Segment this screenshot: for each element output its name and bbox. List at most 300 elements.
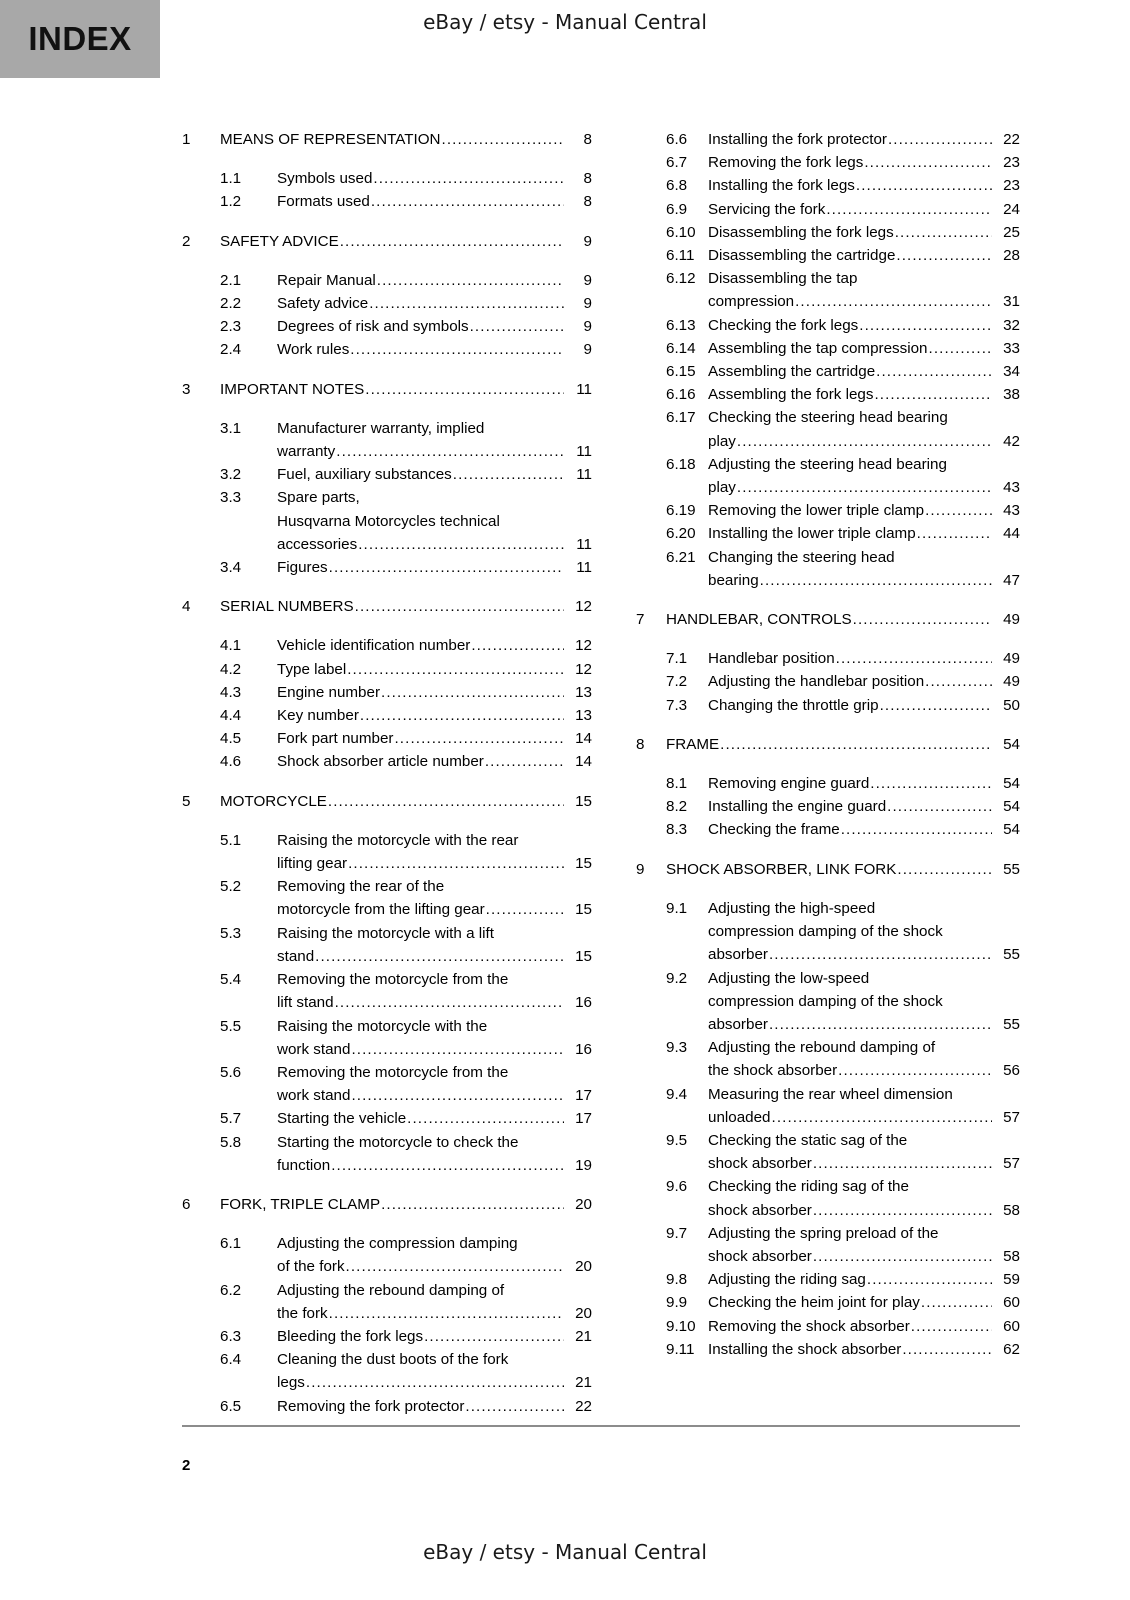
- toc-subsection-entry[interactable]: [636, 151, 1020, 174]
- toc-leader-dots: [340, 230, 564, 253]
- toc-leader-dots: [874, 383, 992, 406]
- toc-entry-title-text: Raising the motorcycle with the rear: [277, 831, 519, 849]
- toc-entry-title-line: [708, 151, 1020, 174]
- toc-entry-title-line: [666, 608, 1020, 631]
- toc-entry-page-number: 55: [1003, 860, 1020, 878]
- toc-entry-page-number: 14: [575, 730, 592, 748]
- toc-entry-title-line: [277, 634, 592, 657]
- toc-entry-title-text: SERIAL NUMBERS: [220, 598, 354, 616]
- toc-entry-title-text: Engine number: [277, 683, 381, 701]
- toc-subsection-entry[interactable]: [182, 315, 592, 338]
- toc-entry-title-text: Raising the motorcycle with a lift: [277, 924, 494, 942]
- toc-entry-page-number: 15: [575, 901, 592, 919]
- toc-subsection-entry[interactable]: [636, 772, 1020, 795]
- toc-entry-title-block: [277, 968, 592, 1014]
- toc-entry-page-number: 9: [583, 295, 592, 313]
- toc-entry-title-block: [708, 198, 1020, 221]
- toc-entry-title-block: [277, 1061, 592, 1107]
- toc-entry-title-line: [708, 198, 1020, 221]
- toc-entry-page-number: 54: [1003, 775, 1020, 793]
- toc-entry-number: 5.7: [220, 1110, 242, 1128]
- toc-entry-title-line: [708, 430, 1020, 453]
- toc-leader-dots: [769, 1013, 992, 1036]
- toc-entry-title-block: [277, 1131, 592, 1177]
- toc-entry-title-block: [666, 733, 1020, 756]
- toc-entry-title-text: of the fork: [277, 1258, 345, 1276]
- toc-entry-title-line: [277, 1061, 592, 1084]
- toc-entry-title-line: [708, 1106, 1020, 1129]
- toc-entry-title-block: [277, 727, 592, 750]
- toc-entry-number: 9.2: [666, 969, 688, 987]
- toc-entry-number: 5.6: [220, 1063, 242, 1081]
- toc-entry-title-block: [277, 1279, 592, 1325]
- toc-entry-title-line: [708, 772, 1020, 795]
- toc-entry-title-line: [708, 1083, 1020, 1106]
- toc-leader-dots: [377, 269, 564, 292]
- toc-subsection-entry[interactable]: [182, 1325, 592, 1348]
- toc-section-entry[interactable]: [182, 1193, 592, 1216]
- toc-entry-number: 6.6: [666, 131, 688, 148]
- toc-leader-dots: [486, 898, 564, 921]
- toc-subsection-entry[interactable]: [636, 795, 1020, 818]
- toc-subsection-entry[interactable]: [636, 383, 1020, 406]
- toc-entry-title-text: Repair Manual: [277, 271, 376, 289]
- toc-entry-title-block: [708, 818, 1020, 841]
- toc-entry-page-number: 58: [1003, 1247, 1020, 1265]
- toc-subsection-entry[interactable]: [182, 1015, 592, 1061]
- toc-section-entry[interactable]: [182, 378, 592, 401]
- toc-entry-title-line: [277, 875, 592, 898]
- toc-entry-number: 7.3: [666, 696, 688, 714]
- toc-leader-dots: [371, 190, 564, 213]
- toc-entry-title-line: [708, 337, 1020, 360]
- toc-entry-title-text: warranty: [277, 443, 336, 461]
- toc-entry-title-block: [708, 1291, 1020, 1314]
- toc-subsection-entry[interactable]: [636, 198, 1020, 221]
- toc-entry-title-block: [708, 1222, 1020, 1268]
- toc-subsection-entry[interactable]: [182, 875, 592, 921]
- toc-subsection-entry[interactable]: [182, 556, 592, 579]
- toc-entry-title-line: [277, 1395, 592, 1418]
- toc-entry-title-block: [708, 499, 1020, 522]
- toc-leader-dots: [453, 463, 564, 486]
- toc-entry-title-text: Checking the fork legs: [708, 316, 859, 334]
- toc-entry-title-text: Disassembling the cartridge: [708, 247, 896, 265]
- toc-subsection-entry[interactable]: [636, 967, 1020, 1037]
- toc-entry-title-text: Installing the engine guard: [708, 798, 887, 816]
- toc-entry-title-text: Removing engine guard: [708, 775, 870, 793]
- toc-leader-dots: [880, 694, 992, 717]
- toc-leader-dots: [465, 1395, 564, 1418]
- toc-entry-page-number: 33: [1003, 339, 1020, 357]
- toc-leader-dots: [838, 1059, 992, 1082]
- toc-section-entry[interactable]: [182, 128, 592, 151]
- toc-subsection-entry[interactable]: [182, 922, 592, 968]
- toc-subsection-entry[interactable]: [182, 269, 592, 292]
- toc-entry-title-text: FORK, TRIPLE CLAMP: [220, 1195, 381, 1213]
- toc-entry-page-number: 12: [575, 598, 592, 616]
- toc-entry-title-line: [220, 790, 592, 813]
- toc-entry-page-number: 16: [575, 994, 592, 1012]
- toc-entry-number: 1.1: [220, 170, 242, 188]
- toc-subsection-entry[interactable]: [182, 292, 592, 315]
- toc-entry-title-text: Adjusting the rebound damping of: [708, 1039, 936, 1057]
- toc-entry-page-number: 14: [575, 753, 592, 771]
- toc-subsection-entry[interactable]: [636, 694, 1020, 717]
- toc-subsection-entry[interactable]: [182, 681, 592, 704]
- toc-leader-dots: [772, 1106, 992, 1129]
- toc-subsection-entry[interactable]: [636, 1268, 1020, 1291]
- toc-subsection-entry[interactable]: [636, 406, 1020, 452]
- toc-leader-dots: [360, 704, 564, 727]
- index-tab-label: INDEX: [28, 20, 132, 57]
- toc-subsection-entry[interactable]: [182, 1131, 592, 1177]
- toc-subsection-entry[interactable]: [636, 1222, 1020, 1268]
- toc-entry-title-line: [220, 230, 592, 253]
- toc-section-entry[interactable]: [636, 858, 1020, 881]
- toc-entry-number: 6.4: [220, 1351, 242, 1369]
- toc-entry-title-line: [277, 417, 592, 440]
- toc-entry-title-text: compression damping of the shock: [708, 923, 943, 941]
- toc-entry-title-text: shock absorber: [708, 1155, 812, 1173]
- toc-entry-page-number: 20: [575, 1195, 592, 1213]
- toc-subsection-entry[interactable]: [636, 267, 1020, 313]
- toc-subsection-entry[interactable]: [636, 647, 1020, 670]
- toc-entry-title-line: [708, 670, 1020, 693]
- toc-entry-title-block: [277, 922, 592, 968]
- toc-entry-page-number: 9: [583, 341, 592, 359]
- toc-leader-dots: [925, 499, 992, 522]
- toc-entry-title-text: Changing the throttle grip: [708, 696, 879, 714]
- toc-entry-title-block: [220, 230, 592, 253]
- footer-watermark: eBay / etsy - Manual Central: [423, 1540, 707, 1564]
- toc-entry-title-text: Raising the motorcycle with the: [277, 1017, 488, 1035]
- toc-entry-number: 1.2: [220, 193, 242, 211]
- toc-subsection-entry[interactable]: [182, 338, 592, 361]
- toc-entry-title-text: MOTORCYCLE: [220, 792, 327, 810]
- toc-entry-title-text: Checking the heim joint for play: [708, 1294, 920, 1312]
- toc-entry-page-number: 28: [1003, 247, 1020, 265]
- toc-subsection-entry[interactable]: [636, 522, 1020, 545]
- toc-entry-title-text: Formats used: [277, 193, 370, 211]
- toc-entry-title-text: Assembling the tap compression: [708, 339, 928, 357]
- toc-subsection-entry[interactable]: [636, 1338, 1020, 1361]
- toc-entry-page-number: 54: [1003, 798, 1020, 816]
- toc-entry-page-number: 22: [575, 1397, 592, 1415]
- toc-entry-title-block: [277, 704, 592, 727]
- toc-subsection-entry[interactable]: [182, 634, 592, 657]
- toc-entry-title-line: [277, 1107, 592, 1130]
- toc-entry-title-text: Installing the shock absorber: [708, 1340, 902, 1358]
- toc-entry-number: 5.8: [220, 1133, 242, 1151]
- toc-entry-title-line: [277, 510, 592, 533]
- toc-entry-title-line: [277, 1302, 592, 1325]
- toc-entry-title-block: [277, 1107, 592, 1130]
- toc-entry-title-block: [277, 658, 592, 681]
- toc-leader-dots: [381, 1193, 564, 1216]
- toc-entry-title-text: Installing the fork protector: [708, 131, 887, 148]
- toc-subsection-entry[interactable]: [182, 750, 592, 773]
- toc-leader-dots: [470, 315, 564, 338]
- toc-subsection-entry[interactable]: [182, 167, 592, 190]
- toc-leader-dots: [887, 795, 992, 818]
- toc-subsection-entry[interactable]: [636, 1315, 1020, 1338]
- toc-entry-title-line: [708, 267, 1020, 290]
- toc-entry-title-block: [277, 1325, 592, 1348]
- toc-subsection-entry[interactable]: [182, 1395, 592, 1418]
- toc-subsection-entry[interactable]: [182, 968, 592, 1014]
- toc-entry-title-block: [708, 1175, 1020, 1221]
- toc-leader-dots: [769, 943, 992, 966]
- toc-entry-number: 6.12: [666, 270, 696, 288]
- toc-leader-dots: [381, 681, 564, 704]
- toc-entry-title-text: Safety advice: [277, 295, 369, 313]
- toc-entry-title-text: Fuel, auxiliary substances: [277, 466, 452, 484]
- toc-entry-title-block: [708, 1268, 1020, 1291]
- toc-entry-title-block: [708, 1129, 1020, 1175]
- toc-entry-page-number: 49: [1003, 611, 1020, 629]
- toc-entry-title-line: [708, 990, 1020, 1013]
- toc-subsection-entry[interactable]: [636, 1291, 1020, 1314]
- toc-entry-title-line: [277, 269, 592, 292]
- toc-entry-page-number: 54: [1003, 735, 1020, 753]
- toc-subsection-entry[interactable]: [182, 727, 592, 750]
- toc-leader-dots: [442, 128, 564, 151]
- toc-entry-number: 2: [182, 232, 191, 250]
- toc-entry-number: 5.2: [220, 878, 242, 896]
- toc-subsection-entry[interactable]: [636, 314, 1020, 337]
- toc-leader-dots: [329, 556, 564, 579]
- toc-leader-dots: [373, 167, 564, 190]
- toc-entry-number: 7: [636, 611, 645, 629]
- toc-subsection-entry[interactable]: [636, 337, 1020, 360]
- toc-entry-number: 4.4: [220, 707, 242, 725]
- toc-entry-title-text: Adjusting the handlebar position: [708, 673, 925, 691]
- toc-subsection-entry[interactable]: [636, 128, 1020, 151]
- toc-leader-dots: [859, 314, 992, 337]
- toc-entry-number: 5.4: [220, 971, 242, 989]
- toc-entry-title-text: HANDLEBAR, CONTROLS: [666, 611, 852, 629]
- toc-entry-title-text: Adjusting the riding sag: [708, 1271, 866, 1289]
- toc-entry-title-text: compression: [708, 293, 795, 311]
- toc-entry-title-line: [708, 818, 1020, 841]
- toc-entry-title-block: [277, 417, 592, 463]
- toc-entry-title-line: [277, 922, 592, 945]
- toc-entry-title-line: [708, 453, 1020, 476]
- toc-entry-number: 4.6: [220, 753, 242, 771]
- toc-subsection-entry[interactable]: [182, 1279, 592, 1325]
- toc-entry-page-number: 23: [1003, 154, 1020, 172]
- toc-subsection-entry[interactable]: [636, 1083, 1020, 1129]
- toc-subsection-entry[interactable]: [636, 499, 1020, 522]
- toc-entry-title-line: [708, 1199, 1020, 1222]
- toc-subsection-entry[interactable]: [182, 417, 592, 463]
- toc-entry-title-line: [277, 190, 592, 213]
- toc-subsection-entry[interactable]: [182, 1107, 592, 1130]
- toc-subsection-entry[interactable]: [182, 190, 592, 213]
- toc-entry-page-number: 55: [1003, 946, 1020, 964]
- toc-subsection-entry[interactable]: [636, 221, 1020, 244]
- toc-subsection-entry[interactable]: [182, 463, 592, 486]
- toc-section-entry[interactable]: [636, 608, 1020, 631]
- toc-entry-page-number: 47: [1003, 571, 1020, 589]
- toc-entry-page-number: 24: [1003, 200, 1020, 218]
- toc-entry-page-number: 43: [1003, 502, 1020, 520]
- toc-subsection-entry[interactable]: [182, 829, 592, 875]
- toc-leader-dots: [394, 727, 564, 750]
- toc-entry-page-number: 11: [576, 559, 592, 577]
- toc-entry-title-text: the fork: [277, 1304, 328, 1322]
- toc-entry-page-number: 19: [575, 1156, 592, 1174]
- toc-entry-title-line: [277, 1232, 592, 1255]
- toc-subsection-entry[interactable]: [636, 897, 1020, 967]
- toc-section-entry[interactable]: [182, 595, 592, 618]
- toc-entry-title-text: IMPORTANT NOTES: [220, 380, 365, 398]
- toc-entry-title-line: [277, 338, 592, 361]
- toc-entry-title-line: [277, 1255, 592, 1278]
- toc-entry-number: 6.2: [220, 1281, 242, 1299]
- toc-leader-dots: [897, 858, 992, 881]
- toc-leader-dots: [424, 1325, 564, 1348]
- toc-entry-title-text: Cleaning the dust boots of the fork: [277, 1351, 509, 1369]
- toc-entry-page-number: 8: [583, 193, 592, 211]
- toc-entry-page-number: 38: [1003, 386, 1020, 404]
- toc-entry-title-text: absorber: [708, 1015, 768, 1033]
- toc-entry-title-block: [277, 486, 592, 556]
- toc-leader-dots: [485, 750, 564, 773]
- header-watermark: eBay / etsy - Manual Central: [423, 10, 707, 34]
- toc-entry-title-block: [708, 1036, 1020, 1082]
- toc-entry-title-text: Adjusting the high-speed: [708, 899, 876, 917]
- toc-entry-page-number: 12: [575, 637, 592, 655]
- toc-subsection-entry[interactable]: [636, 1175, 1020, 1221]
- toc-entry-page-number: 20: [575, 1258, 592, 1276]
- toc-entry-title-block: [220, 128, 592, 151]
- toc-entry-title-block: [708, 670, 1020, 693]
- toc-entry-title-text: Starting the vehicle: [277, 1110, 407, 1128]
- toc-entry-title-text: Adjusting the steering head bearing: [708, 455, 947, 473]
- toc-subsection-entry[interactable]: [636, 1129, 1020, 1175]
- toc-subsection-entry[interactable]: [636, 360, 1020, 383]
- toc-entry-title-line: [708, 244, 1020, 267]
- toc-entry-title-line: [708, 1013, 1020, 1036]
- toc-entry-number: 6.17: [666, 409, 696, 427]
- toc-entry-title-text: Checking the frame: [708, 821, 840, 839]
- toc-entry-page-number: 42: [1003, 432, 1020, 450]
- toc-entry-title-line: [277, 1015, 592, 1038]
- toc-leader-dots: [737, 476, 992, 499]
- toc-section-entry[interactable]: [182, 230, 592, 253]
- toc-entry-title-block: [666, 858, 1020, 881]
- toc-subsection-entry[interactable]: [636, 244, 1020, 267]
- toc-subsection-entry[interactable]: [636, 453, 1020, 499]
- toc-subsection-entry[interactable]: [636, 1036, 1020, 1082]
- toc-subsection-entry[interactable]: [182, 1348, 592, 1394]
- toc-entry-title-line: [277, 829, 592, 852]
- toc-entry-title-text: shock absorber: [708, 1247, 812, 1265]
- toc-subsection-entry[interactable]: [636, 818, 1020, 841]
- toc-entry-title-line: [708, 546, 1020, 569]
- toc-leader-dots: [917, 522, 992, 545]
- page-number: 2: [182, 1457, 191, 1474]
- toc-entry-title-block: [666, 608, 1020, 631]
- toc-entry-number: 4: [182, 598, 191, 616]
- toc-entry-title-line: [277, 1279, 592, 1302]
- toc-entry-title-line: [708, 897, 1020, 920]
- toc-subsection-entry[interactable]: [182, 1232, 592, 1278]
- toc-subsection-entry[interactable]: [636, 670, 1020, 693]
- toc-entry-title-line: [220, 595, 592, 618]
- toc-entry-page-number: 15: [575, 947, 592, 965]
- toc-leader-dots: [826, 198, 992, 221]
- toc-entry-page-number: 32: [1003, 316, 1020, 334]
- toc-entry-title-text: SHOCK ABSORBER, LINK FORK: [666, 860, 897, 878]
- toc-entry-page-number: 62: [1003, 1340, 1020, 1358]
- toc-entry-title-line: [277, 704, 592, 727]
- toc-entry-title-text: Bleeding the fork legs: [277, 1327, 424, 1345]
- toc-entry-title-line: [277, 1348, 592, 1371]
- toc-subsection-entry[interactable]: [636, 546, 1020, 592]
- toc-entry-title-line: [277, 440, 592, 463]
- toc-entry-title-line: [708, 1059, 1020, 1082]
- toc-subsection-entry[interactable]: [182, 1061, 592, 1107]
- toc-leader-dots: [335, 991, 564, 1014]
- toc-entry-number: 8.3: [666, 821, 688, 839]
- toc-subsection-entry[interactable]: [182, 486, 592, 556]
- toc-entry-title-line: [708, 314, 1020, 337]
- toc-entry-title-block: [220, 595, 592, 618]
- toc-entry-page-number: 17: [575, 1110, 592, 1128]
- toc-entry-number: 2.1: [220, 271, 242, 289]
- toc-entry-title-text: Installing the lower triple clamp: [708, 525, 916, 543]
- toc-entry-title-text: Servicing the fork: [708, 200, 826, 218]
- toc-entry-number: 2.4: [220, 341, 242, 359]
- toc-leader-dots: [925, 670, 992, 693]
- toc-entry-title-text: Measuring the rear wheel dimension: [708, 1085, 953, 1103]
- toc-leader-dots: [870, 772, 992, 795]
- toc-entry-title-text: Spare parts,: [277, 489, 360, 507]
- toc-entry-number: 3.3: [220, 489, 242, 507]
- toc-entry-number: 6.14: [666, 339, 696, 357]
- toc-entry-title-line: [708, 694, 1020, 717]
- toc-entry-title-text: bearing: [708, 571, 759, 589]
- toc-entry-page-number: 8: [583, 131, 592, 148]
- toc-entry-title-block: [708, 383, 1020, 406]
- toc-leader-dots: [720, 733, 992, 756]
- toc-entry-number: 6.19: [666, 502, 696, 520]
- toc-entry-title-text: Manufacturer warranty, implied: [277, 419, 485, 437]
- toc-entry-title-text: SAFETY ADVICE: [220, 232, 339, 250]
- toc-entry-title-line: [666, 733, 1020, 756]
- toc-subsection-entry[interactable]: [182, 658, 592, 681]
- toc-leader-dots: [895, 221, 992, 244]
- toc-section-entry[interactable]: [636, 733, 1020, 756]
- toc-leader-dots: [331, 1154, 564, 1177]
- toc-entry-title-line: [666, 858, 1020, 881]
- toc-subsection-entry[interactable]: [182, 704, 592, 727]
- toc-entry-number: 6.18: [666, 455, 696, 473]
- toc-leader-dots: [813, 1152, 992, 1175]
- toc-entry-title-text: Checking the riding sag of the: [708, 1178, 909, 1196]
- toc-subsection-entry[interactable]: [636, 174, 1020, 197]
- toc-section-entry[interactable]: [182, 790, 592, 813]
- toc-entry-page-number: 9: [583, 232, 592, 250]
- toc-entry-number: 8.1: [666, 775, 688, 793]
- toc-entry-title-line: [277, 898, 592, 921]
- toc-entry-title-block: [220, 378, 592, 401]
- toc-entry-title-line: [708, 1338, 1020, 1361]
- toc-entry-page-number: 21: [575, 1327, 592, 1345]
